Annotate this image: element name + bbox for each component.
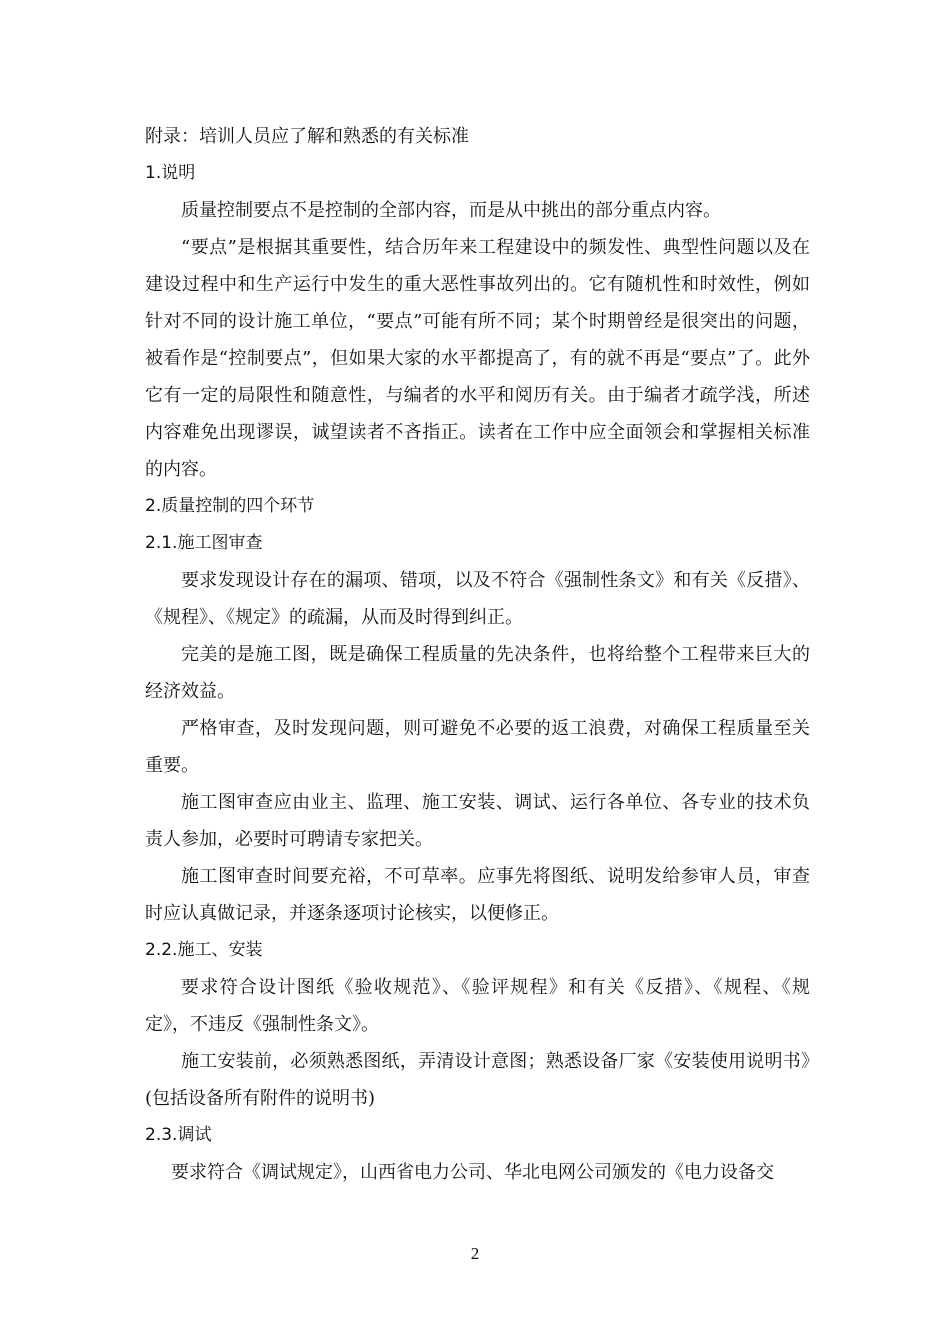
document-page <box>145 118 810 1191</box>
section-1-heading: 1.说明 <box>145 163 196 183</box>
paragraph: 质量控制要点不是控制的全部内容，而是从中挑出的部分重点内容。 <box>181 200 721 221</box>
paragraph: “要点”是根据其重要性，结合历年来工程建设中的频发性、典型性问题以及在建设过程中和生产运行中发生的重大恶性事故列出的。它有随机性和时效性，例如针对不同的设计施工单位，“要点”可能有所不同；某个时期曾经是很突出的问题，被看作是“控制要点”，但如果大家的水平都提高了，有的就不再是“要点”了。此外它有一定的局限性和随意性，与编者的水平和阅历有关。由于编者才疏学浅，所述内容难免出现谬误，诚望读者不吝指正。读者在工作中应全面领会和掌握相关标准的内容。 <box>145 237 810 480</box>
section-2-2-heading: 2.2.施工、安装 <box>145 940 263 960</box>
paragraph: 施工图审查应由业主、监理、施工安装、调试、运行各单位、各专业的技术负责人参加，必要时可聘请专家把关。 <box>145 792 810 850</box>
section-2-1-heading: 2.1.施工图审查 <box>145 533 263 553</box>
paragraph: 施工图审查时间要充裕，不可草率。应事先将图纸、说明发给参审人员，审查时应认真做记录，并逐条逐项讨论核实，以便修正。 <box>145 866 810 924</box>
paragraph: 完美的是施工图，既是确保工程质量的先决条件，也将给整个工程带来巨大的经济效益。 <box>145 644 810 702</box>
appendix-title: 附录：培训人员应了解和熟悉的有关标准 <box>145 126 469 147</box>
section-2-heading: 2.质量控制的四个环节 <box>145 496 315 516</box>
paragraph: 要求符合《调试规定》，山西省电力公司、华北电网公司颁发的《电力设备交 <box>171 1162 774 1183</box>
page-number: 2 <box>470 1244 480 1263</box>
paragraph: 要求发现设计存在的漏项、错项，以及不符合《强制性条文》和有关《反措》、《规程》、《规定》的疏漏，从而及时得到纠正。 <box>145 570 810 628</box>
paragraph: 严格审查，及时发现问题，则可避免不必要的返工浪费，对确保工程质量至关重要。 <box>145 718 810 776</box>
paragraph: 要求符合设计图纸《验收规范》、《验评规程》和有关《反措》、《规程、《规定》，不违反《强制性条文》。 <box>145 977 810 1035</box>
section-2-3-heading: 2.3.调试 <box>145 1125 212 1145</box>
paragraph: 施工安装前，必须熟悉图纸，弄清设计意图；熟悉设备厂家《安装使用说明书》(包括设备所有附件的说明书) <box>145 1051 810 1109</box>
